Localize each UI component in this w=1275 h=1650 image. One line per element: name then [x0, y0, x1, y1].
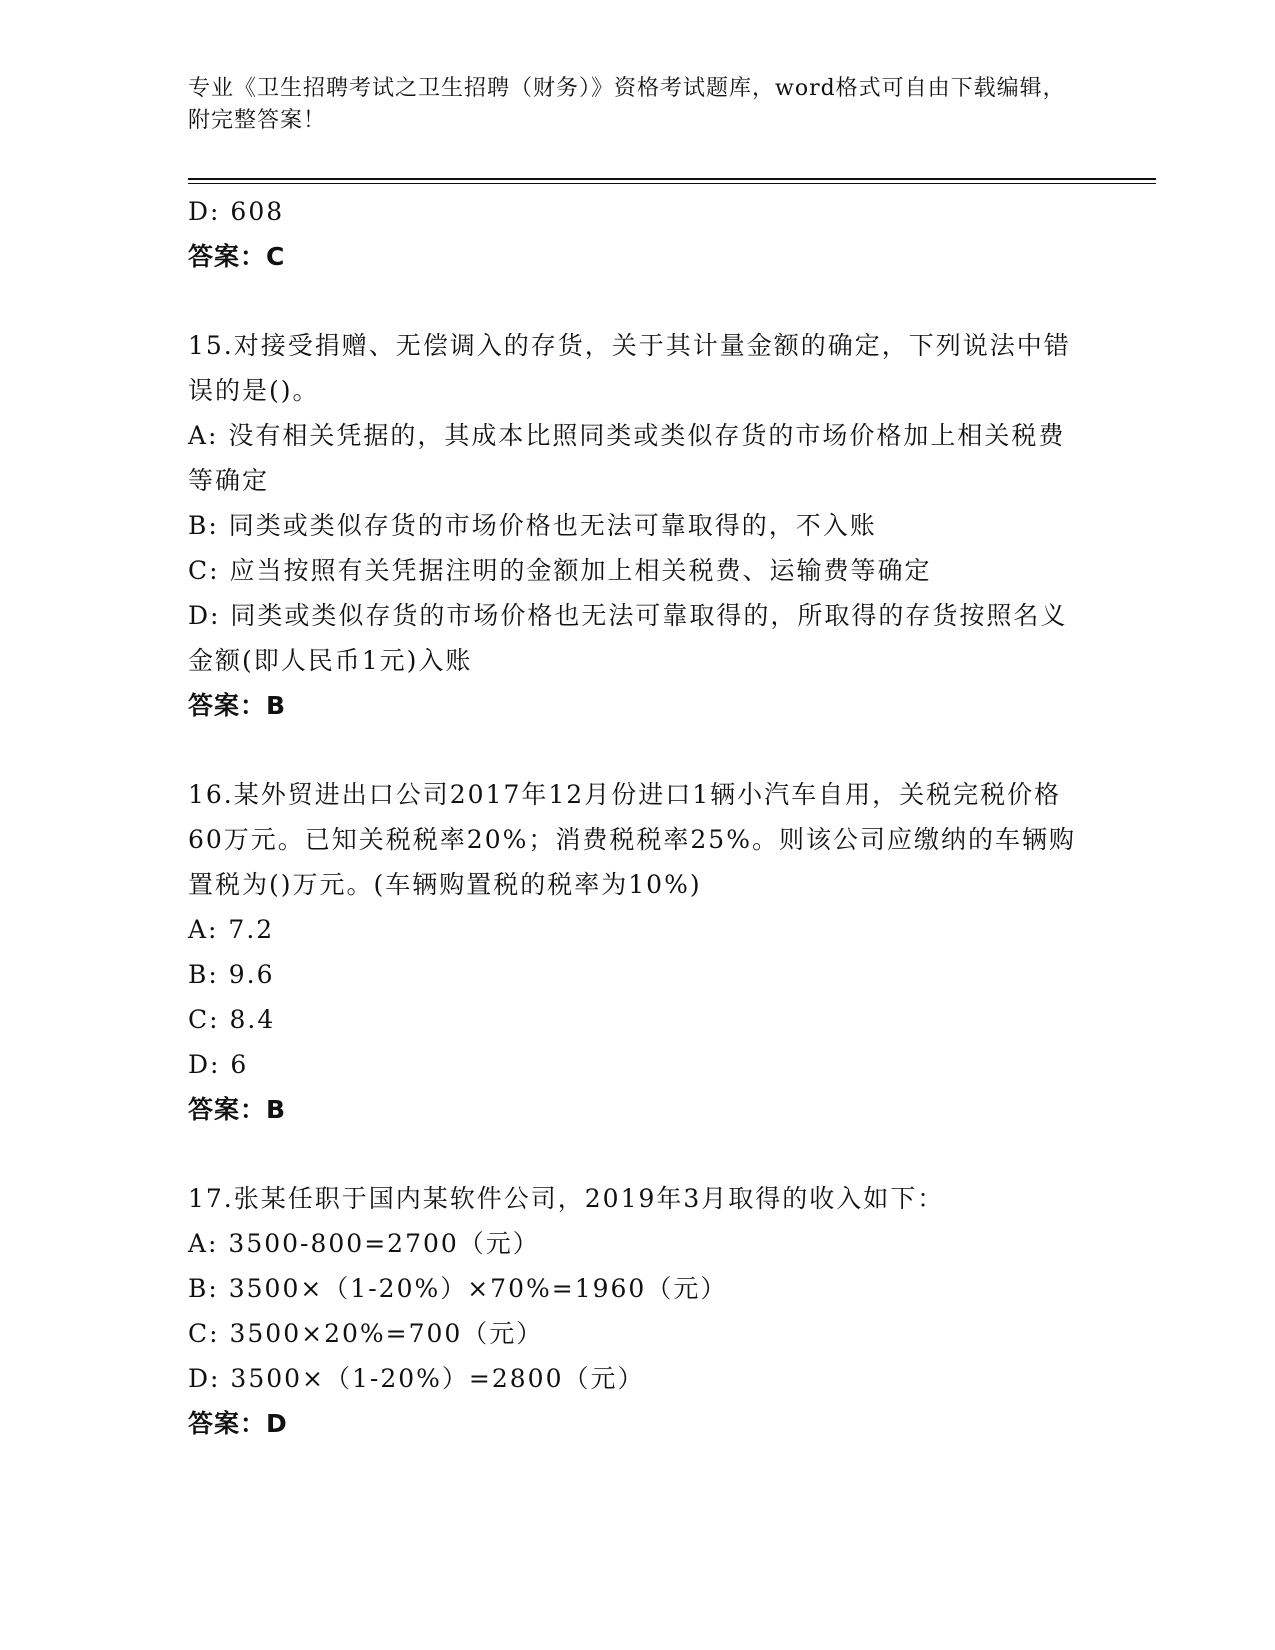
question-15-option-d: D: 同类或类似存货的市场价格也无法可靠取得的，所取得的存货按照名义金额(即人民币1元)入账	[188, 601, 1068, 675]
question-15-answer: 答案：B	[188, 691, 287, 720]
header-rule-thick	[188, 178, 1156, 180]
question-16-stem: 16.某外贸进出口公司2017年12月份进口1辆小汽车自用，关税完税价格60万元。已知关税税率20%；消费税税率25%。则该公司应缴纳的车辆购置税为()万元。(车辆购置税的税率为10%)	[188, 780, 1076, 899]
question-17-answer: 答案：D	[188, 1409, 288, 1438]
question-17-stem: 17.张某任职于国内某软件公司，2019年3月取得的收入如下：	[188, 1184, 945, 1213]
question-15-stem: 15.对接受捐赠、无偿调入的存货，关于其计量金额的确定，下列说法中错误的是()。	[188, 331, 1071, 405]
question-15-option-c: C: 应当按照有关凭据注明的金额加上相关税费、运输费等确定	[188, 556, 932, 585]
question-16-option-d: D: 6	[188, 1050, 249, 1079]
spacer	[188, 728, 1088, 772]
question-16-option-c: C: 8.4	[188, 1005, 276, 1034]
answer-c: 答案：C	[188, 242, 286, 271]
question-16-option-b: B: 9.6	[188, 960, 275, 989]
option-d-608: D: 608	[188, 197, 285, 226]
question-16-option-a: A: 7.2	[188, 915, 275, 944]
question-15-option-a: A: 没有相关凭据的，其成本比照同类或类似存货的市场价格加上相关税费等确定	[188, 421, 1066, 495]
question-17-option-a: A: 3500-800=2700（元）	[188, 1229, 540, 1258]
header-rule-thin	[188, 183, 1156, 184]
document-header: 专业《卫生招聘考试之卫生招聘（财务）》资格考试题库，word格式可自由下载编辑，附完整答案！	[188, 76, 1066, 133]
question-17-option-d: D: 3500×（1-20%）=2800（元）	[188, 1364, 645, 1393]
question-17-option-b: B: 3500×（1-20%）×70%=1960（元）	[188, 1274, 728, 1303]
spacer	[188, 279, 1088, 323]
spacer	[188, 1132, 1088, 1176]
question-16-answer: 答案：B	[188, 1095, 287, 1124]
question-15-option-b: B: 同类或类似存货的市场价格也无法可靠取得的，不入账	[188, 511, 877, 540]
question-17-option-c: C: 3500×20%=700（元）	[188, 1319, 544, 1348]
document-body	[188, 189, 1088, 1446]
